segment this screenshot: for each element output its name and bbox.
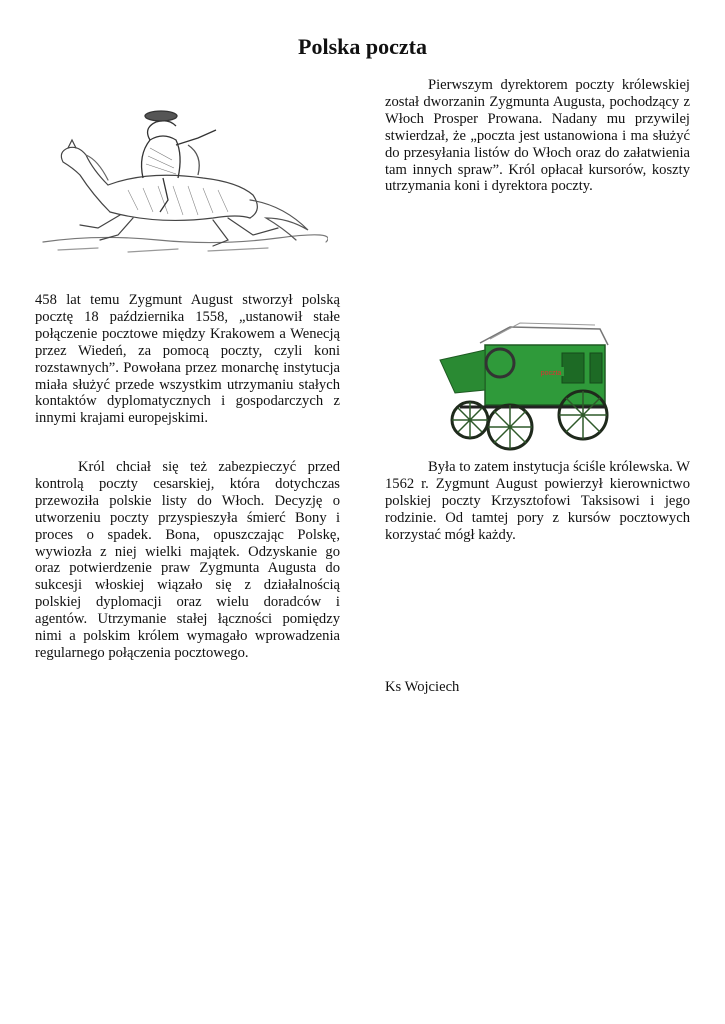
paragraph-first-director: Pierwszym dyrektorem poczty królewskiej został dworzanin Zygmunta Augusta, pochodzący z Włoch Prosper Prowana. Nadany mu przywilej stwierdzał, że „poczta jest ustanowiona i ma służyć do przesyłania listów do Włoch oraz do załatwienia tam innych spraw”. Król opłacał kursorów, koszty utrzymania koni i dyrektora poczty.: [385, 77, 690, 195]
page-title: Polska poczta: [298, 34, 427, 59]
horse-rider-engraving: [38, 100, 328, 260]
paragraph-taxis-family: Była to zatem instytucja ściśle królewska. W 1562 r. Zygmunt August powierzył kierownictwo polskiej poczty Krzysztofowi Taksisowi i jego rodzinie. Od tamtej pory z kursów pocztowych korzystać mógł każdy.: [385, 459, 690, 543]
author-signature: Ks Wojciech: [385, 679, 460, 695]
paragraph-king-motives: Król chciał się też zabezpieczyć przed kontrolą poczty cesarskiej, która dotychczas przewoziła polskie listy do Włoch. Decyzję o utworzeniu poczty przyspieszyła śmierć Bony i proces o spadek. Bona, opuszczając Polskę, wywiozła z niej wielki majątek. Odzyskanie go oraz potwierdzenie praw Zygmunta Augusta do sukcesji włoskiej wiązało się z działalnością polskiej dyplomacji oraz wielu doradców i agentów. Utrzymanie stałej łączności pomiędzy nimi a polskim królem wymagało wprowadzenia regularnego połączenia pocztowego.: [35, 459, 340, 661]
carriage-label: poczta: [540, 370, 562, 377]
paragraph-founding: 458 lat temu Zygmunt August stworzył polską pocztę 18 października 1558, „ustanowił stałe połączenie pocztowe między Krakowem a Wenecją przez Wiedeń, za pomocą poczty, czyli koni rozstawnych”. Powołana przez monarchę instytucja miała służyć przede wszystkim utrzymaniu stałych kontaktów dyplomatycznych i gospodarczych z innymi krajami europejskimi.: [35, 292, 340, 427]
mail-coach-image: [430, 315, 615, 460]
